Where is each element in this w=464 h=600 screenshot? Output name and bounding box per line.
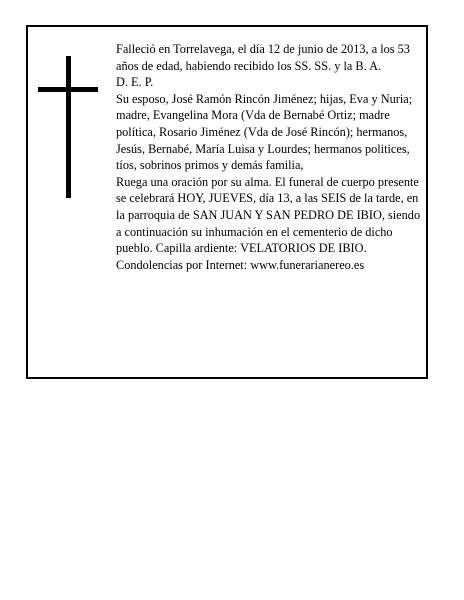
cross-horizontal-bar <box>38 87 98 92</box>
obituary-notice <box>26 25 428 379</box>
funeral-details: Ruega una oración por su alma. El funeral de cuerpo presente se celebrará HOY, JUEVES, día 13, a las SEIS de la tarde, en la parroquia de SAN JUAN Y SAN PEDRO DE IBIO, siendo a continuación su inhumación en el cementerio de dicho pueblo. Capilla ardiente: VELATORIOS DE IBIO. <box>116 174 421 256</box>
condolences-line: Condolencias por Internet: www.funerarianereo.es <box>116 257 365 272</box>
notice-text <box>116 41 428 273</box>
cross-vertical-bar <box>66 56 71 198</box>
death-announcement: Falleció en Torrelavega, el día 12 de junio de 2013, a los 53 años de edad, habiendo recibido los SS. SS. y la B. A. <box>116 42 410 73</box>
rip-line: D. E. P. <box>116 75 154 90</box>
cross-icon <box>38 56 98 198</box>
family-list: Su esposo, José Ramón Rincón Jiménez; hijas, Eva y Nuria; madre, Evangelina Mora (Vda de Bernabé Ortiz; madre política, Rosario Jiménez (Vda de José Rincón); hermanos, Jesús, Bernabé, María Luisa y Lourdes; hermanos politices, tíos, sobrinos primos y demás familia, <box>116 91 413 173</box>
